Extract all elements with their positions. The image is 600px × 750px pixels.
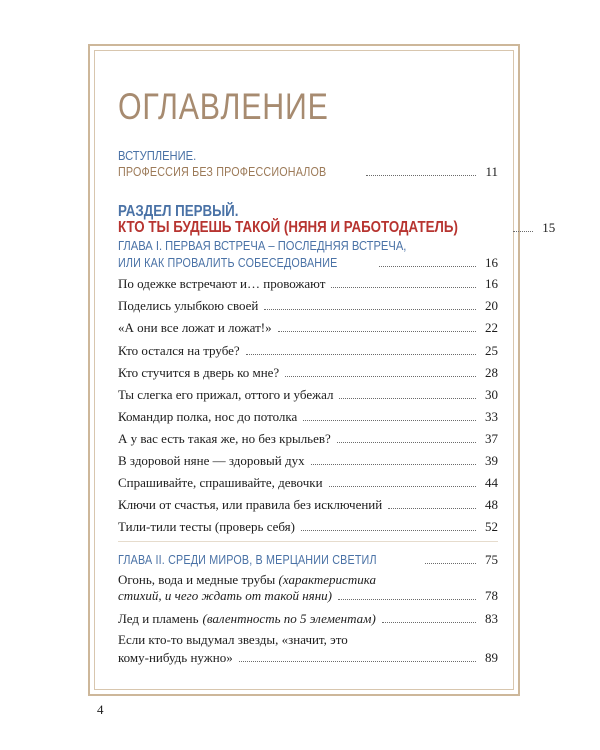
dot-leader bbox=[303, 420, 476, 421]
dot-leader bbox=[337, 442, 476, 443]
toc-entry-intro[interactable] bbox=[118, 160, 498, 180]
toc-entry[interactable] bbox=[118, 316, 498, 336]
toc-entry-chapter1[interactable] bbox=[118, 251, 498, 271]
page-ref: 15 bbox=[542, 220, 556, 235]
part1-title: КТО ТЫ БУДЕШЬ ТАКОЙ (НЯНЯ И РАБОТОДАТЕЛЬ) bbox=[118, 219, 458, 236]
chapter1-line2: ИЛИ КАК ПРОВАЛИТЬ СОБЕСЕДОВАНИЕ bbox=[118, 256, 338, 270]
dot-leader bbox=[301, 530, 476, 531]
dot-leader bbox=[425, 563, 476, 564]
entry-title: Тили-тили тесты (проверь себя) bbox=[118, 519, 295, 534]
entry-title: Ты слегка его прижал, оттого и убежал bbox=[118, 387, 334, 402]
page-ref: 89 bbox=[485, 650, 498, 665]
toc-entry[interactable] bbox=[118, 471, 498, 491]
entry-title: Кто стучится в дверь ко мне? bbox=[118, 365, 280, 380]
page-number: 4 bbox=[97, 702, 104, 717]
part1-label: РАЗДЕЛ ПЕРВЫЙ. bbox=[118, 203, 239, 220]
toc-entry-chapter2[interactable] bbox=[118, 548, 498, 568]
toc-entry[interactable] bbox=[118, 272, 498, 292]
entry-title: Командир полка, нос до потолка bbox=[118, 409, 298, 424]
toc-entry[interactable] bbox=[118, 361, 498, 381]
section-divider bbox=[118, 541, 498, 542]
toc-entry[interactable] bbox=[118, 405, 498, 425]
toc-entry[interactable] bbox=[118, 449, 498, 469]
page-ref: 75 bbox=[485, 552, 498, 567]
page-ref: 52 bbox=[485, 519, 498, 534]
toc-entry-part1[interactable] bbox=[118, 214, 556, 236]
page-ref: 28 bbox=[485, 365, 498, 380]
dot-leader bbox=[331, 287, 476, 288]
entry-title: Ключи от счастья, или правила без исключений bbox=[118, 497, 383, 512]
entry-title: Спрашивайте, спрашивайте, девочки bbox=[118, 475, 323, 490]
entry-title: Огонь, вода и медные трубы bbox=[118, 572, 276, 587]
chapter2-title: ГЛАВА II. СРЕДИ МИРОВ, В МЕРЦАНИИ СВЕТИЛ bbox=[118, 553, 377, 567]
dot-leader bbox=[285, 376, 476, 377]
page-ref: 44 bbox=[485, 475, 498, 490]
dot-leader bbox=[388, 508, 476, 509]
dot-leader bbox=[278, 331, 476, 332]
dot-leader bbox=[366, 175, 476, 176]
toc-entry[interactable] bbox=[118, 646, 498, 666]
page-ref: 37 bbox=[485, 431, 498, 446]
toc-entry[interactable] bbox=[118, 339, 498, 359]
page-ref: 30 bbox=[485, 387, 498, 402]
page-ref: 39 bbox=[485, 453, 498, 468]
entry-title: А у вас есть такая же, но без крыльев? bbox=[118, 431, 331, 446]
toc-entry[interactable] bbox=[118, 515, 498, 535]
entry-title: Лед и пламень bbox=[118, 611, 199, 626]
entry-title: «А они все ложат и ложат!» bbox=[118, 320, 272, 335]
page-ref: 78 bbox=[485, 588, 498, 603]
page-ref: 48 bbox=[485, 497, 498, 512]
page-ref: 83 bbox=[485, 611, 498, 626]
toc-entry[interactable] bbox=[118, 294, 498, 314]
entry-title: Если кто-то выдумал звезды, «значит, это bbox=[118, 632, 348, 647]
dot-leader bbox=[339, 398, 476, 399]
dot-leader bbox=[329, 486, 476, 487]
entry-title: кому-нибудь нужно» bbox=[118, 650, 233, 665]
page-ref: 33 bbox=[485, 409, 498, 424]
dot-leader bbox=[382, 622, 476, 623]
entry-title: Кто остался на трубе? bbox=[118, 343, 240, 358]
dot-leader bbox=[264, 309, 476, 310]
dot-leader bbox=[239, 661, 476, 662]
dot-leader bbox=[338, 599, 476, 600]
toc-entry[interactable] bbox=[118, 493, 498, 513]
toc-entry[interactable] bbox=[118, 584, 498, 604]
entry-note: (валентность по 5 элементам) bbox=[202, 611, 376, 626]
dot-leader bbox=[311, 464, 476, 465]
dot-leader bbox=[513, 231, 533, 232]
entry-title: Поделись улыбкою своей bbox=[118, 298, 259, 313]
entry-note: стихий, и чего ждать от такой няни) bbox=[118, 588, 332, 603]
toc-entry[interactable] bbox=[118, 383, 498, 403]
intro-title: ПРОФЕССИЯ БЕЗ ПРОФЕССИОНАЛОВ bbox=[118, 165, 327, 179]
dot-leader bbox=[246, 354, 476, 355]
toc-entry[interactable] bbox=[118, 607, 498, 627]
dot-leader bbox=[379, 266, 476, 267]
page-ref: 11 bbox=[485, 164, 498, 179]
entry-title: По одежке встречают и… провожают bbox=[118, 276, 326, 291]
page-ref: 22 bbox=[485, 320, 498, 335]
page-ref: 16 bbox=[485, 276, 498, 291]
page-ref: 25 bbox=[485, 343, 498, 358]
entry-note: (характеристика bbox=[278, 572, 376, 587]
page-title: ОГЛАВЛЕНИЕ bbox=[118, 86, 329, 127]
toc-entry[interactable] bbox=[118, 427, 498, 447]
page-ref: 20 bbox=[485, 298, 498, 313]
chapter1-line1: ГЛАВА I. ПЕРВАЯ ВСТРЕЧА – ПОСЛЕДНЯЯ ВСТРЕЧА, bbox=[118, 238, 407, 253]
page-ref: 16 bbox=[485, 255, 498, 270]
intro-label: ВСТУПЛЕНИЕ. bbox=[118, 148, 197, 163]
entry-title: В здоровой няне — здоровый дух bbox=[118, 453, 305, 468]
